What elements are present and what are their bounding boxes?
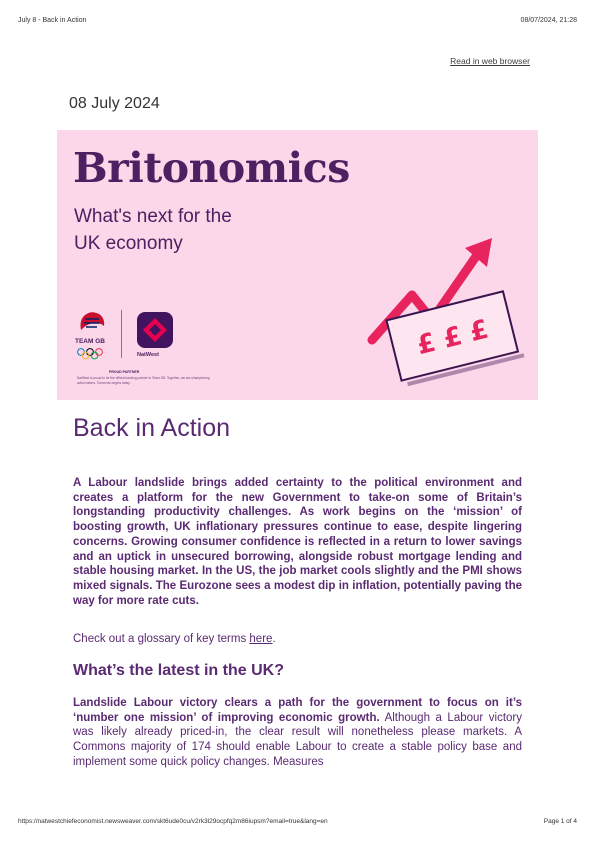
banner-subtitle	[74, 203, 314, 257]
britonomics-banner	[57, 130, 538, 400]
glossary-line	[73, 633, 276, 645]
body-lead-sentence: Landslide Labour victory clears a path for the government to focus on it’s ‘number one mission’ of improving economic growth.	[73, 697, 522, 724]
banner-fine-print: NatWest is proud to be the official banking partner to Team GB. Together, we are championing action takers. Tomorrow begins today.	[77, 376, 210, 385]
print-header	[18, 17, 577, 27]
olympic-rings-icon	[76, 348, 104, 360]
glossary-suffix: .	[272, 633, 276, 645]
natwest-logo-icon	[137, 312, 173, 348]
read-in-browser-link[interactable]: Read in web browser	[450, 56, 530, 66]
print-header-timestamp: 08/07/2024, 21:28	[520, 17, 577, 24]
pound-symbols: £ £ £	[413, 314, 492, 362]
proud-partner-label: PROUD PARTNER	[109, 370, 140, 374]
banner-brand-title: Britonomics	[73, 144, 350, 192]
article-title: Back in Action	[73, 414, 231, 442]
glossary-link[interactable]: here	[249, 633, 273, 645]
print-footer-page-number: Page 1 of 4	[543, 818, 577, 825]
print-footer	[18, 818, 577, 828]
print-footer-url: https://natwestchiefeconomist.newsweaver.com/skt6ude0cu/v2rk3l29ocpfq2m86iupsm?email=true&lang=en	[18, 818, 328, 825]
banner-subtitle-line2: UK economy	[74, 233, 183, 254]
logo-divider	[121, 310, 122, 358]
article-intro: A Labour landslide brings added certainty to the political environment and creates a platform for the new Government to take-on some of Britain’s longstanding productivity challenges. As work begins on the ‘mission’ of boosting growth, UK inflationary pressures continue to ease, despite lingering concerns. Growing consumer confidence is reflected in a return to lower savings and an uptick in unsecured borrowing, alongside robust mortgage lending and stable housing market. In the US, the job market cools slightly and the PMI shows mixed signals. The Eurozone sees a modest dip in inflation, potentially paving the way for more rate cuts.	[73, 477, 522, 607]
body-continuation: Although a Labour victory was likely already priced-in, the clear result will nonetheless please markets. A Commons majority of 174 should enable Labour to create a stable policy base and implement some quick policy changes. Measures	[73, 711, 522, 768]
natwest-label: NatWest	[137, 352, 159, 358]
article-body-paragraph	[73, 696, 522, 770]
rising-arrow-pound-illustration	[357, 220, 527, 390]
sponsor-logos	[75, 310, 195, 365]
team-gb-label: TEAM GB	[75, 338, 105, 345]
print-header-title: July 8 - Back in Action	[18, 17, 87, 24]
glossary-prefix: Check out a glossary of key terms	[73, 633, 250, 645]
team-gb-lion-icon	[77, 310, 107, 338]
banner-subtitle-line1: What's next for the	[74, 206, 232, 227]
newsletter-date: 08 July 2024	[69, 95, 160, 112]
section-heading-uk: What’s the latest in the UK?	[73, 662, 284, 679]
